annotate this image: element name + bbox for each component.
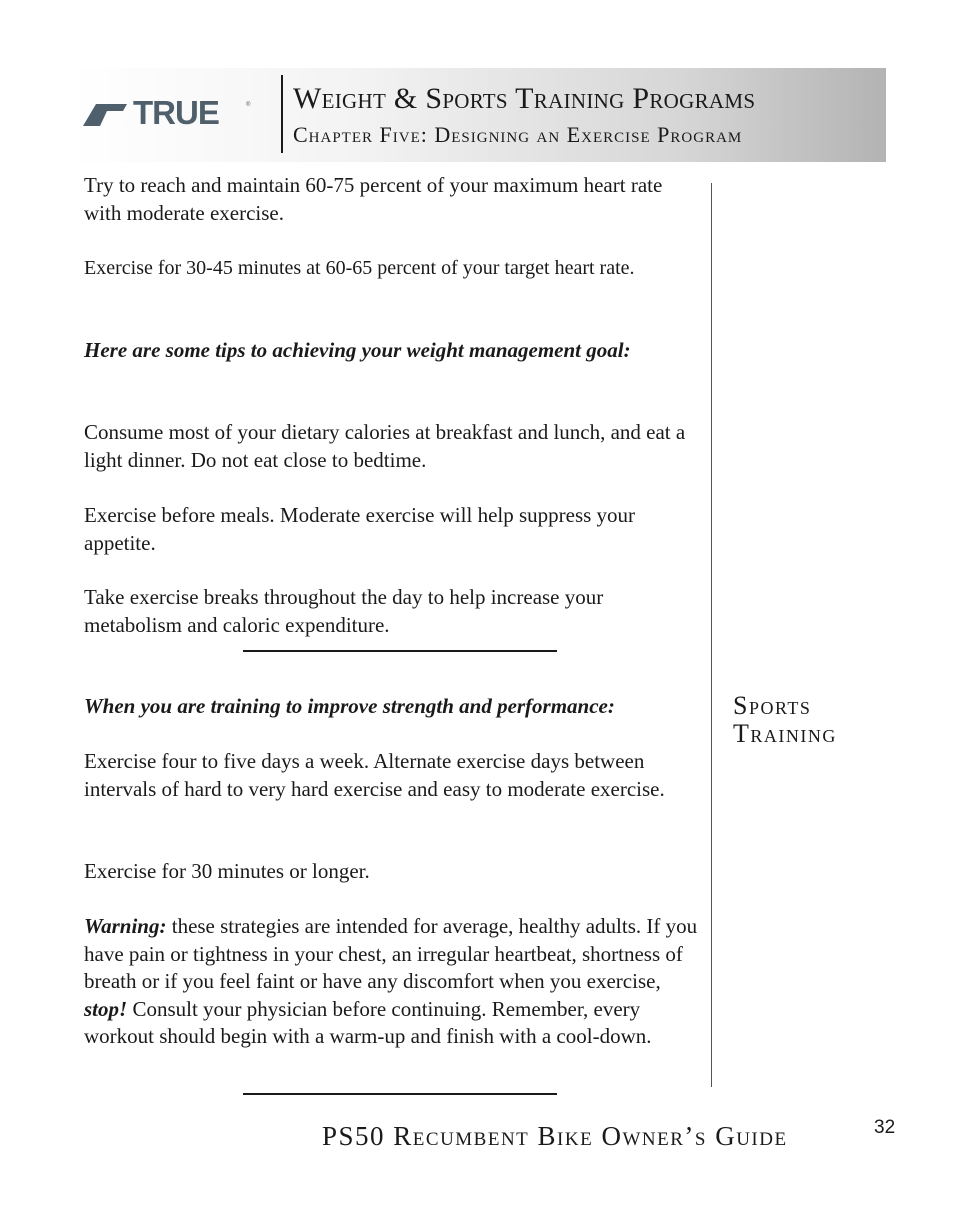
sports-training-side-title [733,692,933,748]
sports-paragraph-1: Exercise four to five days a week. Alternate exercise days between intervals of hard to very hard exercise and easy to moderate exercise. [84,749,665,801]
side-title-line-1: Sports [733,691,812,720]
side-title-line-2: Training [733,719,837,748]
warning-text-1: these strategies are intended for average, healthy adults. If you have pain or tightness in your chest, an irregular heartbeat, shortness of breath or if you feel faint or have any discomfort when you exercise, [84,914,698,993]
weight-paragraph-1: Try to reach and maintain 60-75 percent of your maximum heart rate with moderate exercise. [84,173,663,225]
header-divider [281,75,283,153]
section-divider-2 [243,1093,557,1095]
page-title: Weight & Sports Training Programs [293,82,756,115]
chapter-subtitle: Chapter Five: Designing an Exercise Program [293,122,743,147]
tips-heading: Here are some tips to achieving your weight management goal: [84,338,631,362]
section-divider-1 [243,650,557,652]
footer-title: PS50 Recumbent Bike Owner’s Guide [322,1121,788,1151]
logo-trademark: ® [246,102,251,108]
warning-label: Warning: [84,914,167,938]
true-logo [83,94,253,132]
warning-stop: stop! [84,996,128,1021]
tip-3: Take exercise breaks throughout the day to help increase your metabolism and caloric expenditure. [84,585,604,637]
logo-mark-icon [83,104,127,126]
column-divider [711,183,712,1087]
warning-paragraph [84,913,704,1051]
logo-text: TRUE [133,94,219,131]
tip-2: Exercise before meals. Moderate exercise will help suppress your appetite. [84,503,636,555]
warning-text-2: Consult your physician before continuing. Remember, every workout should begin with a warm-up and finish with a cool-down. [84,996,652,1048]
page-number: 32 [874,1117,896,1138]
sports-paragraph-2: Exercise for 30 minutes or longer. [84,859,370,883]
weight-paragraph-2: Exercise for 30-45 minutes at 60-65 percent of your target heart rate. [84,257,635,279]
sports-heading: When you are training to improve strength and performance: [84,694,615,718]
tip-1: Consume most of your dietary calories at breakfast and lunch, and eat a light dinner. Do not eat close to bedtime. [84,420,686,472]
